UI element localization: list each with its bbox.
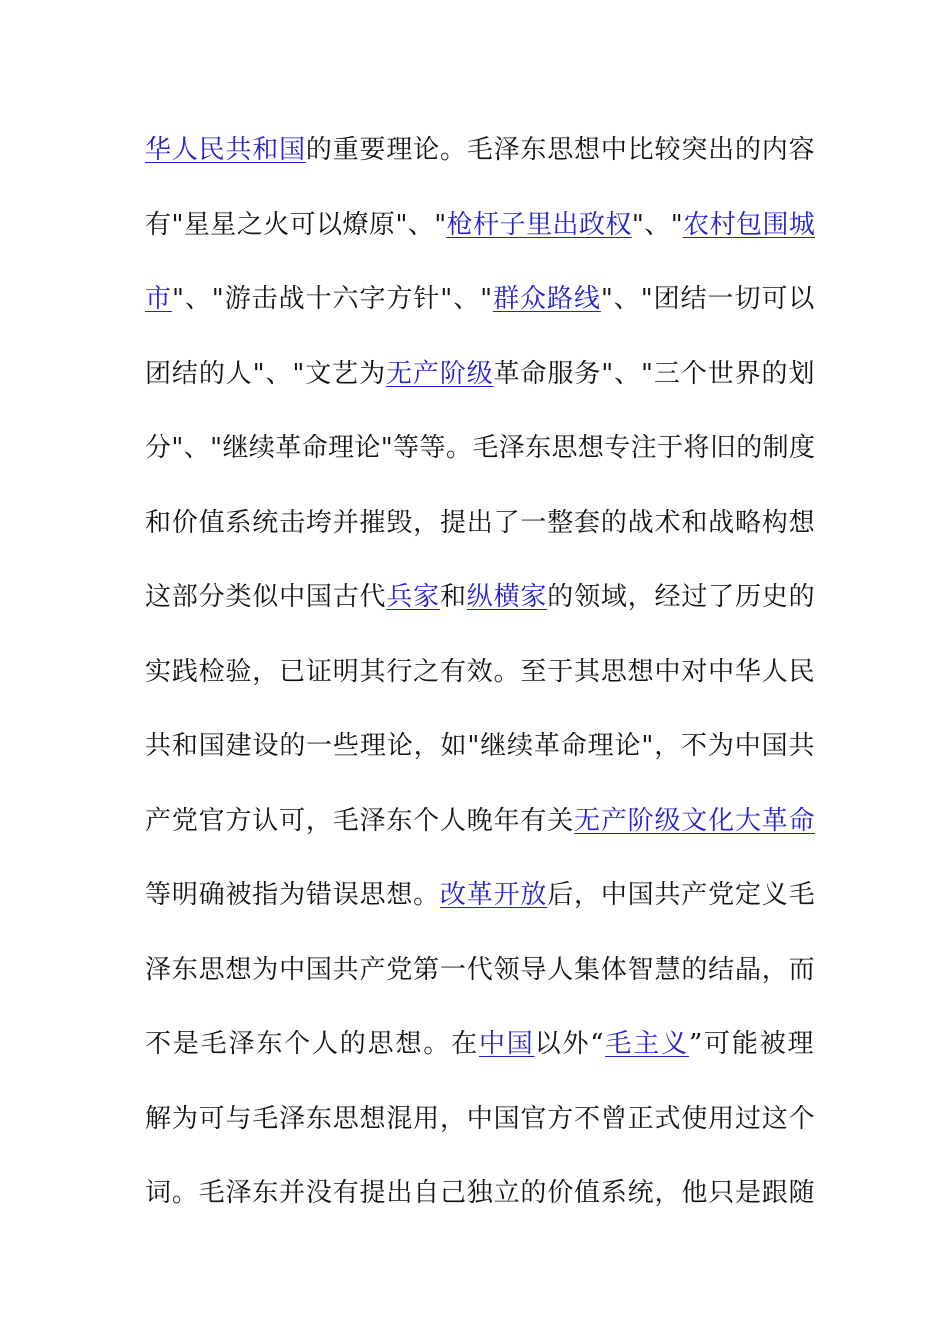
text-run: 的领域，经过了历史的: [547, 582, 815, 612]
text-run: 解为可与毛泽东思想混用，中国官方不曾正式使用过这个: [145, 1103, 815, 1134]
text-line: [145, 575, 815, 650]
body-text: [145, 128, 815, 1246]
wiki-link[interactable]: 农村包围城: [682, 209, 815, 240]
text-line: [145, 724, 815, 799]
text-run: 革命服务"、"三个世界的划: [493, 358, 815, 389]
text-line: [145, 426, 815, 501]
wiki-link[interactable]: 无产阶级: [386, 358, 494, 389]
text-line: [145, 1022, 815, 1097]
text-line: [145, 873, 815, 948]
text-run: 共和国建设的一些理论，如"继续革命理论"，不为中国共: [145, 731, 815, 761]
text-line: [145, 277, 815, 352]
wiki-link[interactable]: 无产阶级文化大革命: [574, 805, 815, 836]
text-line: [145, 1171, 815, 1246]
text-run: 后，中国共产党定义毛: [547, 880, 815, 910]
wiki-link[interactable]: 兵家: [386, 582, 440, 612]
text-line: [145, 128, 815, 203]
text-line: [145, 1097, 815, 1172]
text-run: 这部分类似中国古代: [145, 582, 387, 612]
text-line: [145, 501, 815, 576]
text-run: 分"、"继续革命理论"等等。毛泽东思想专注于将旧的制度: [145, 433, 815, 463]
text-line: [145, 799, 815, 874]
text-line: [145, 650, 815, 725]
text-run: "、": [631, 209, 683, 240]
text-run: 实践检验，已证明其行之有效。至于其思想中对中华人民: [145, 656, 815, 687]
text-run: 产党官方认可，毛泽东个人晚年有关: [145, 805, 575, 836]
wiki-link[interactable]: 中国: [478, 1029, 535, 1059]
wiki-link[interactable]: 市: [145, 284, 172, 314]
text-run: 以外“: [534, 1029, 606, 1059]
wiki-link[interactable]: 枪杆子里出政权: [446, 209, 632, 240]
text-line: [145, 948, 815, 1023]
text-line: [145, 352, 815, 427]
text-run: 和: [439, 582, 467, 612]
wiki-link[interactable]: 群众路线: [492, 284, 601, 314]
text-run: ”可能被理: [688, 1029, 816, 1059]
text-run: 的重要理论。毛泽东思想中比较突出的内容: [305, 135, 815, 165]
text-run: 有"星星之火可以燎原"、": [145, 209, 447, 240]
text-line: [145, 203, 815, 278]
text-run: "、"游击战十六字方针"、": [171, 284, 493, 314]
wiki-link[interactable]: 华人民共和国: [145, 135, 306, 165]
text-run: 等明确被指为错误思想。: [145, 880, 440, 910]
text-run: 泽东思想为中国共产党第一代领导人集体智慧的结晶，而: [145, 954, 815, 985]
text-run: 团结的人"、"文艺为: [145, 358, 386, 389]
text-run: 和价值系统击垮并摧毁，提出了一整套的战术和战略构想: [145, 507, 815, 538]
text-run: 词。毛泽东并没有提出自己独立的价值系统，他只是跟随: [145, 1178, 815, 1208]
text-run: 不是毛泽东个人的思想。在: [145, 1029, 479, 1059]
wiki-link[interactable]: 纵横家: [466, 582, 548, 612]
text-run: "、"团结一切可以: [600, 284, 815, 314]
wiki-link[interactable]: 改革开放: [439, 880, 548, 910]
wiki-link[interactable]: 毛主义: [605, 1029, 689, 1059]
